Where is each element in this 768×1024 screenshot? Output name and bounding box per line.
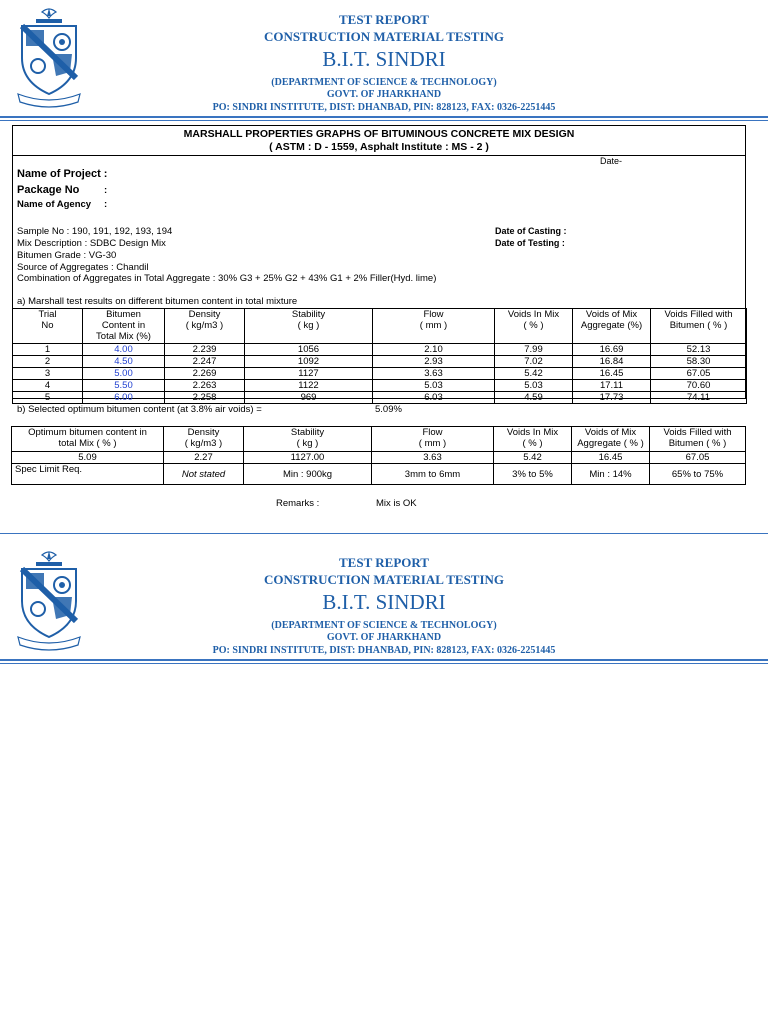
section-b-heading: b) Selected optimum bitumen content (at 3.8% air voids) = [17,404,262,415]
header-rule-thin [0,663,768,664]
header-rule [0,659,768,661]
remarks-label: Remarks : [276,498,320,509]
date-of-casting: Date of Casting : [495,226,567,236]
project-label: Name of Project : [17,168,108,180]
marshall-results-table [12,308,747,404]
header-title-test-report: TEST REPORT [339,12,429,27]
table-a-header-row [13,309,747,344]
header-govt: GOVT. OF JHARKHAND [326,89,442,100]
date-label: Date- [600,156,623,166]
report-body [12,125,746,415]
table-row: 3 5.00 2.269 1127 3.63 5.42 16.45 67.05 [13,368,747,380]
header-govt: GOVT. OF JHARKHAND [326,632,442,643]
th-stability: Stability ( kg ) [245,309,373,344]
th-voids-filled-bitumen: Voids Filled with Bitumen ( % ) [650,427,746,452]
remarks-value: Mix is OK [376,498,417,509]
report-title-line1: MARSHALL PROPERTIES GRAPHS OF BITUMINOUS CONCRETE MIX DESIGN [183,128,575,140]
header-institute-name: B.I.T. SINDRI [322,590,446,614]
th-flow: Flow ( mm ) [373,309,495,344]
package-colon: : [104,185,108,196]
header-title-construction: CONSTRUCTION MATERIAL TESTING [263,29,505,44]
table-row: 4 5.50 2.263 1122 5.03 5.03 17.11 70.60 [13,380,747,392]
aggregate-source: Source of Aggregates : Chandil [17,262,149,273]
header-institute-name: B.I.T. SINDRI [322,47,446,71]
header-department: (DEPARTMENT OF SCIENCE & TECHNOLOGY) [271,620,497,631]
th-voids-mineral-aggregate: Voids of Mix Aggregate ( % ) [572,427,650,452]
th-voids-in-mix: Voids In Mix ( % ) [495,309,573,344]
table-b-header-row [12,427,746,452]
th-density: Density ( kg/m3 ) [165,309,245,344]
header-address: PO: SINDRI INSTITUTE, DIST: DHANBAD, PIN: 828123, FAX: 0326-2251445 [212,102,556,113]
th-voids-mineral-aggregate: Voids of Mix Aggregate (%) [573,309,651,344]
report-title-line2: ( ASTM : D - 1559, Asphalt Institute : MS - 2 ) [269,141,489,153]
th-flow: Flow ( mm ) [372,427,494,452]
header-title-test-report: TEST REPORT [339,555,429,570]
sample-no: Sample No : 190, 191, 192, 193, 194 [17,226,173,237]
package-label: Package No [17,184,80,196]
report-title [13,126,745,156]
section-b-value: 5.09% [375,404,402,415]
th-stability: Stability ( kg ) [244,427,372,452]
header-rule [0,116,768,118]
table-row: 2 4.50 2.247 1092 2.93 7.02 16.84 58.30 [13,356,747,368]
table-row: 1 4.00 2.239 1056 2.10 7.99 16.69 52.13 [13,344,747,356]
table-row: 5.09 2.27 1127.00 3.63 5.42 16.45 67.05 [12,452,746,464]
agency-label: Name of Agency [17,199,92,210]
header-title-construction: CONSTRUCTION MATERIAL TESTING [263,572,505,587]
spec-limit-row: Spec Limit Req. Not stated Min : 900kg 3mm to 6mm 3% to 5% Min : 14% 65% to 75% [12,464,746,485]
date-of-testing: Date of Testing : [495,238,565,248]
table-row: 5 6.00 2.258 969 6.03 4.59 17.73 74.11 [13,392,747,404]
agency-colon: : [104,199,108,210]
th-voids-filled-bitumen: Voids Filled with Bitumen ( % ) [651,309,747,344]
bitumen-grade: Bitumen Grade : VG-30 [17,250,117,261]
header-address: PO: SINDRI INSTITUTE, DIST: DHANBAD, PIN: 828123, FAX: 0326-2251445 [212,645,556,656]
optimum-results-table [11,426,746,485]
th-voids-in-mix: Voids In Mix ( % ) [494,427,572,452]
header-department: (DEPARTMENT OF SCIENCE & TECHNOLOGY) [271,77,497,88]
th-bitumen-content: Bitumen Content in Total Mix (%) [83,309,165,344]
th-density: Density ( kg/m3 ) [164,427,244,452]
aggregate-combination: Combination of Aggregates in Total Aggregate : 30% G3 + 25% G2 + 43% G1 + 2% Filler(Hyd. lime) [17,273,437,284]
spec-limit-label: Spec Limit Req. [12,464,164,485]
th-trial: Trial No [13,309,83,344]
header-rule-thin [0,120,768,121]
section-divider-rule [0,533,768,534]
mix-description: Mix Description : SDBC Design Mix [17,238,166,249]
report-header-bottom [0,543,768,668]
section-a-heading: a) Marshall test results on different bitumen content in total mixture [17,296,298,307]
report-header-top [0,0,768,125]
th-optimum-bitumen: Optimum bitumen content in total Mix ( % ) [12,427,164,452]
